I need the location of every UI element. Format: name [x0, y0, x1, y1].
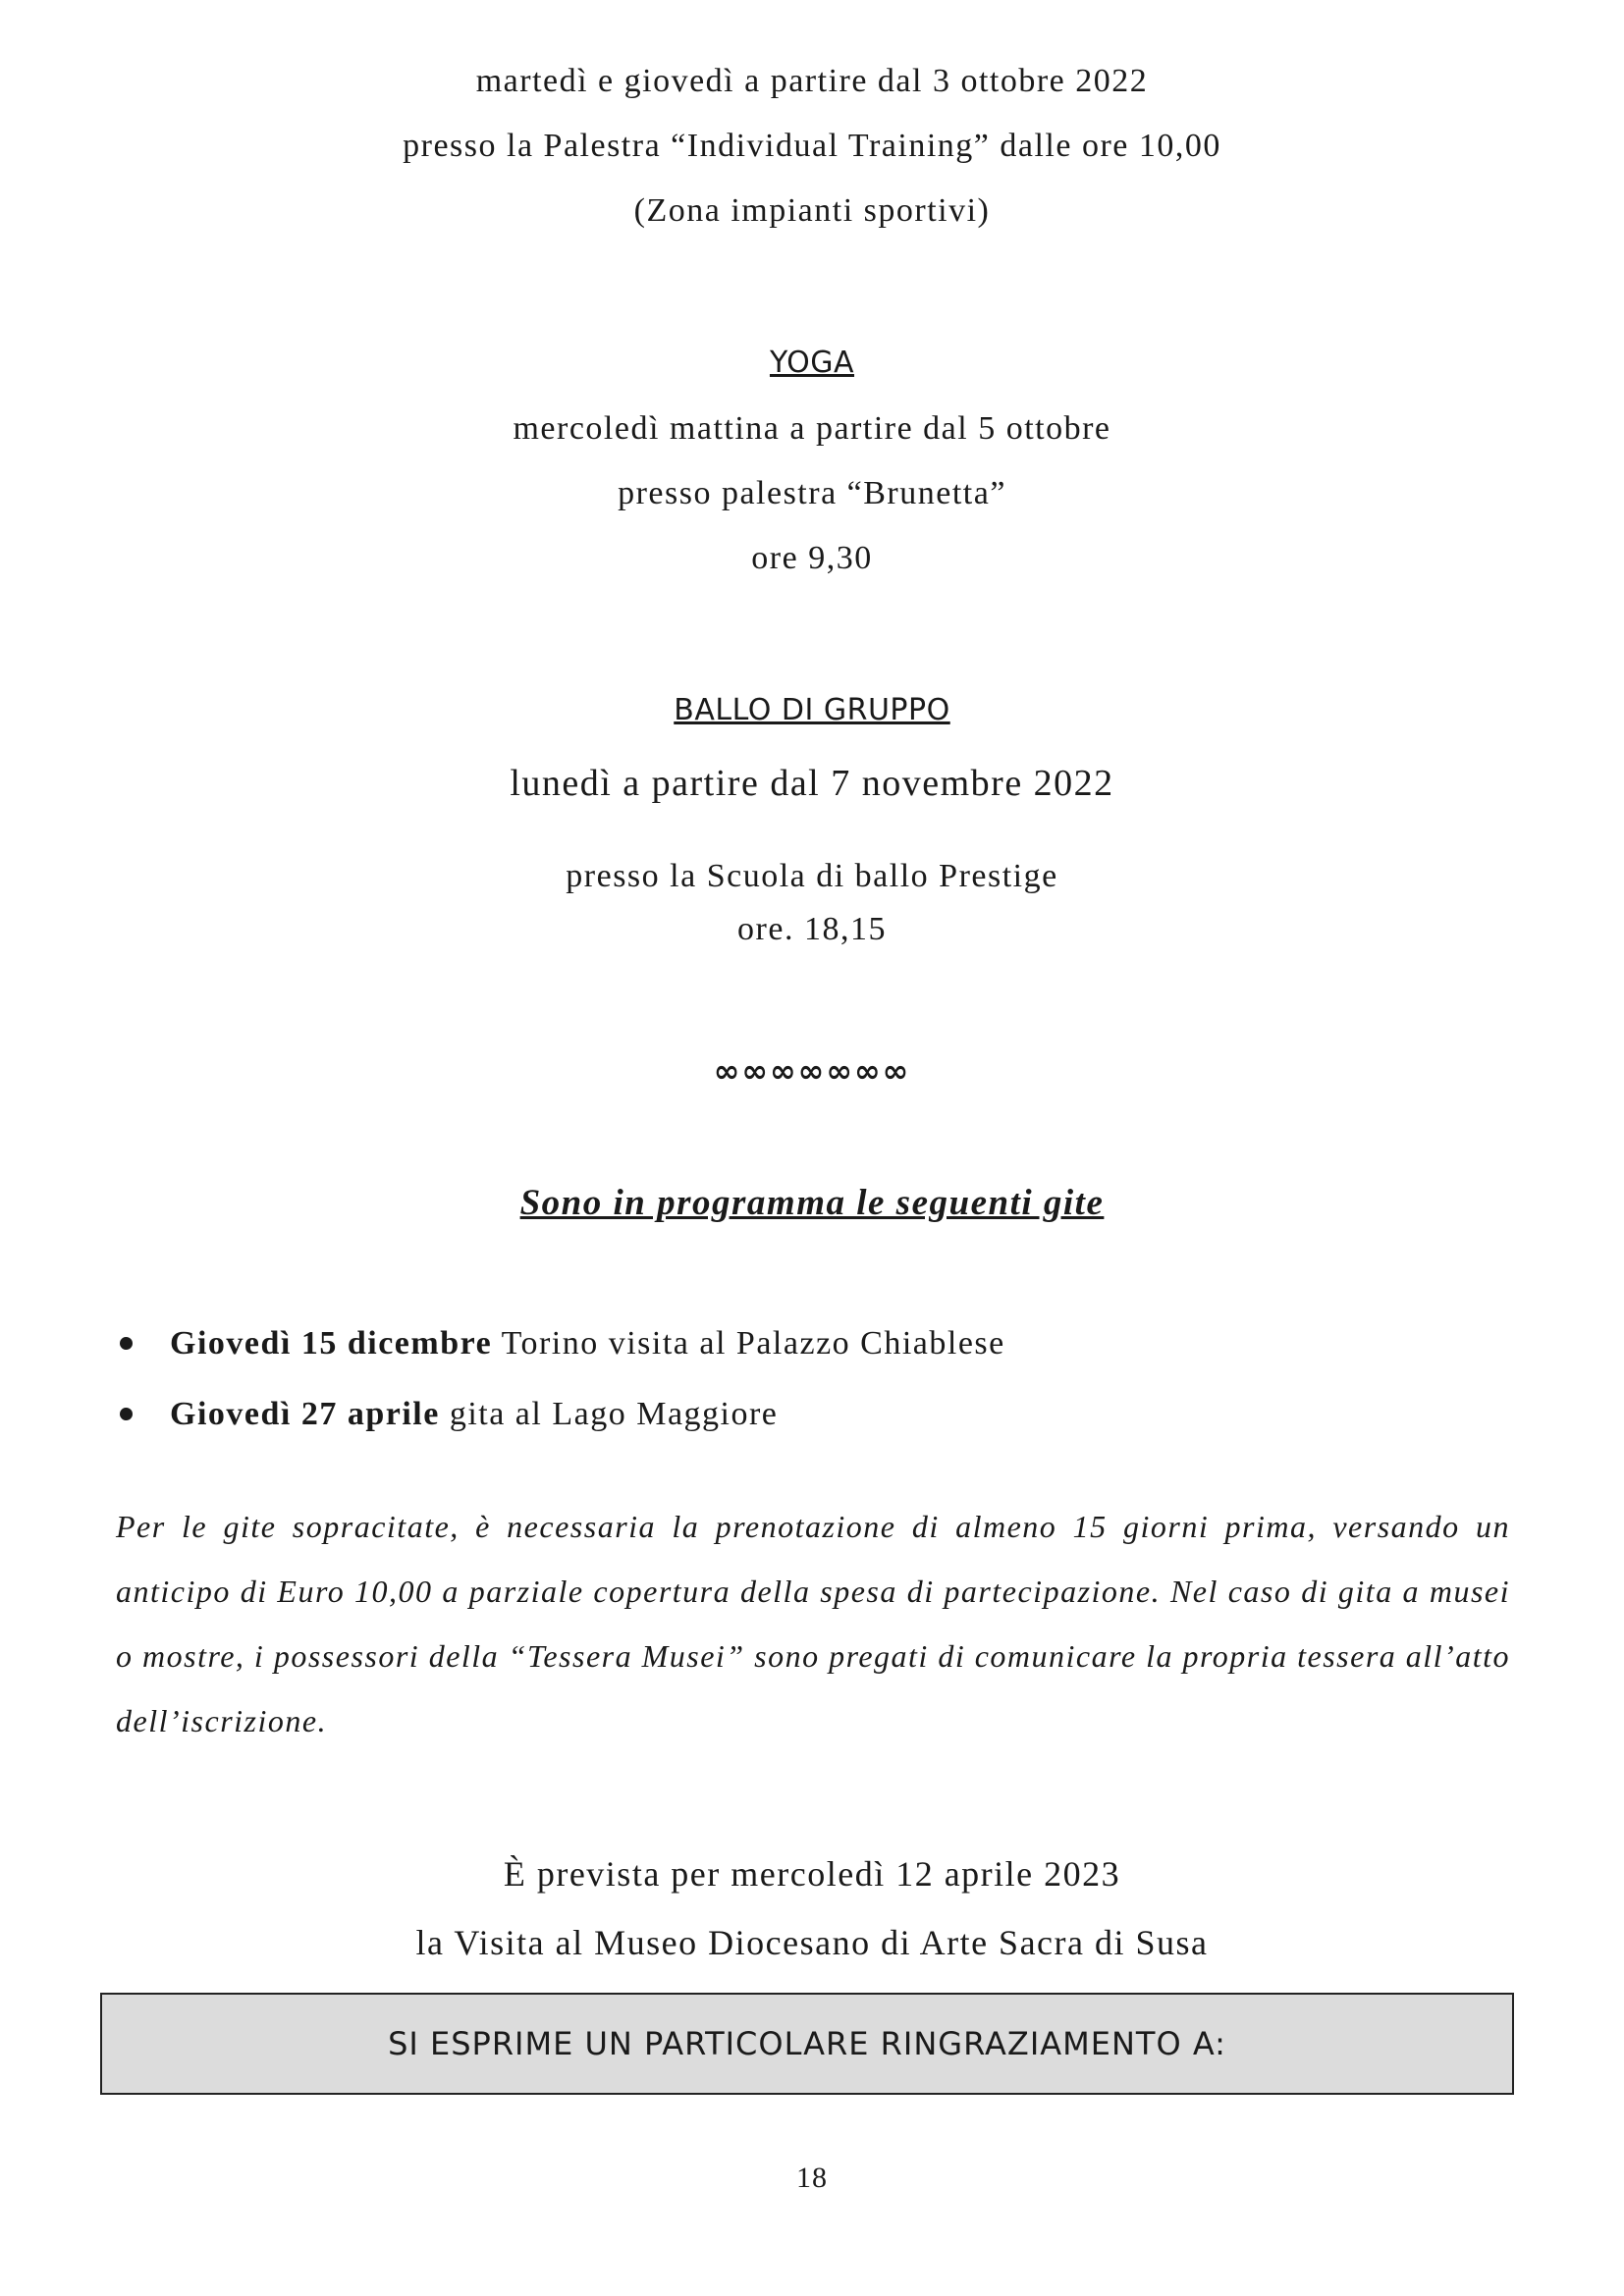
museum-visit-title: la Visita al Museo Diocesano di Arte Sacra di Susa: [415, 1923, 1209, 1962]
infinity-separator: ∞∞∞∞∞∞∞: [713, 1052, 911, 1090]
museum-visit-date: È prevista per mercoledì 12 aprile 2023: [503, 1854, 1121, 1894]
yoga-schedule: mercoledì mattina a partire dal 5 ottobre: [513, 410, 1111, 447]
gym-zone: (Zona impianti sportivi): [633, 192, 991, 229]
trip-description: gita al Lago Maggiore: [439, 1396, 779, 1432]
ballo-time: ore. 18,15: [737, 911, 887, 947]
list-item: [120, 1325, 1005, 1362]
trip-description: Torino visita al Palazzo Chiablese: [492, 1325, 1005, 1362]
ballo-heading: BALLO DI GRUPPO: [674, 693, 950, 727]
yoga-heading: YOGA: [769, 346, 855, 380]
gym-location: presso la Palestra “Individual Training” dalle ore 10,00: [403, 128, 1221, 164]
thanks-banner-text: SI ESPRIME UN PARTICOLARE RINGRAZIAMENTO A:: [388, 2025, 1226, 2062]
list-item: [120, 1396, 778, 1433]
trip-date: Giovedì 15 dicembre: [170, 1325, 493, 1362]
page-number: 18: [796, 2162, 828, 2194]
trips-booking-note: Per le gite sopracitate, è necessaria la prenotazione di almeno 15 giorni prima, versando un anticipo di Euro 10,00 a parziale copertura della spesa di partecipazione. Nel caso di gita a musei o mostre, i possessori della “Tessera Musei” sono pregati di comunicare la propria tessera all’atto dell’iscrizione.: [116, 1509, 1510, 1738]
thanks-banner: [100, 1993, 1514, 2095]
ballo-location: presso la Scuola di ballo Prestige: [566, 858, 1058, 894]
ballo-schedule: lunedì a partire dal 7 novembre 2022: [510, 763, 1114, 804]
gym-schedule-days: martedì e giovedì a partire dal 3 ottobre 2022: [475, 63, 1149, 99]
bullet-icon: [120, 1408, 133, 1420]
trips-title: Sono in programma le seguenti gite: [519, 1183, 1105, 1223]
trip-date: Giovedì 27 aprile: [170, 1396, 440, 1432]
yoga-time: ore 9,30: [751, 540, 873, 576]
bullet-icon: [120, 1337, 133, 1350]
yoga-location: presso palestra “Brunetta”: [618, 475, 1006, 511]
